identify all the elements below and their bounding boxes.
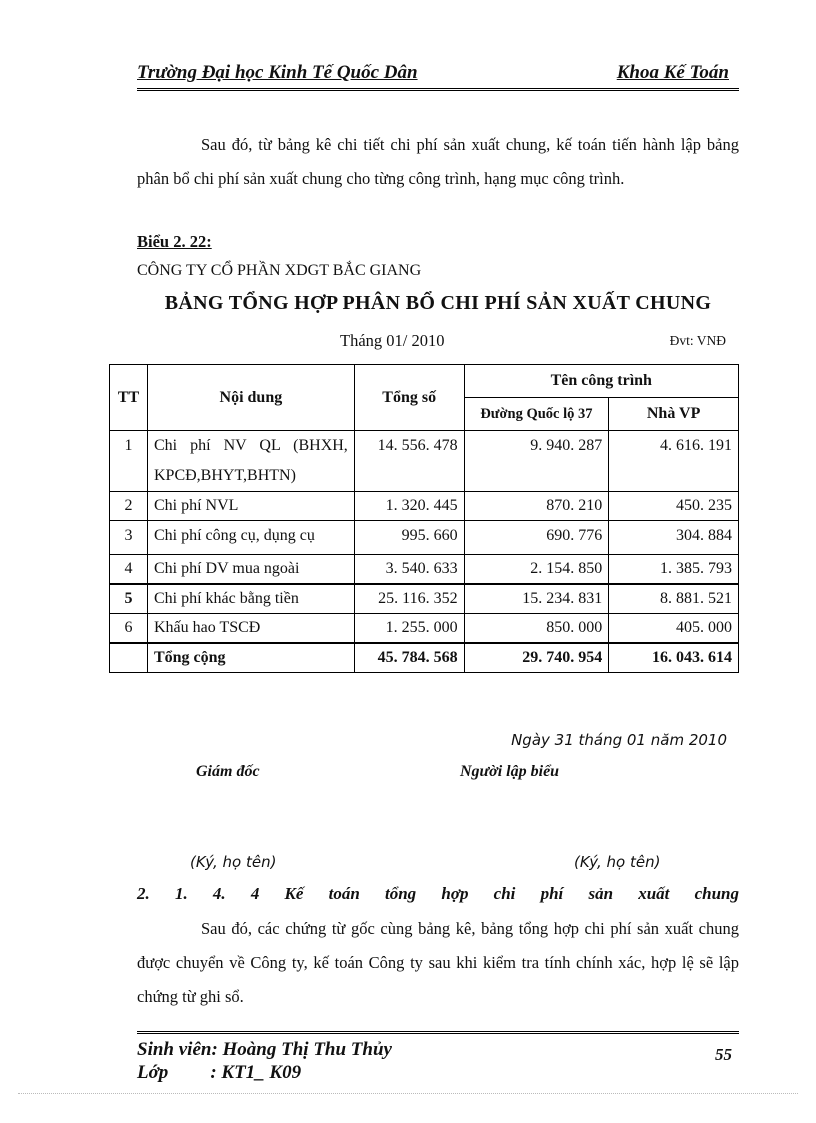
- student-name: Sinh viên: Hoàng Thị Thu Thủy: [137, 1039, 392, 1060]
- row-total: 3. 540. 633: [354, 555, 464, 585]
- footer-divider: [137, 1031, 739, 1034]
- row-content: Chi phí công cụ, dụng cụ: [147, 521, 354, 555]
- currency-unit: Đvt: VNĐ: [669, 333, 726, 348]
- class-value: : KT1_ K09: [210, 1062, 302, 1083]
- total-tt-empty: [110, 643, 148, 673]
- row-total: 14. 556. 478: [354, 431, 464, 492]
- table-row: [110, 521, 739, 555]
- total-project-office: 16. 043. 614: [609, 643, 739, 673]
- row-total: 1. 320. 445: [354, 492, 464, 521]
- row-project-office: 4. 616. 191: [609, 431, 739, 492]
- header-project-road: Đường Quốc lộ 37: [464, 398, 609, 431]
- director-title: Giám đốc: [196, 763, 260, 780]
- row-project-office: 450. 235: [609, 492, 739, 521]
- row-content: Chi phí NV QL (BHXH, KPCĐ,BHYT,BHTN): [147, 431, 354, 492]
- intro-paragraph: [137, 128, 739, 196]
- row-project-road: 15. 234. 831: [464, 584, 609, 614]
- section-heading: 2. 1. 4. 4 Kế toán tổng hợp chi phí sản xuất chung: [137, 884, 739, 903]
- school-name: Trường Đại học Kinh Tế Quốc Dân: [137, 62, 418, 83]
- page-edge-divider: [18, 1093, 798, 1094]
- closing-text: Sau đó, các chứng từ gốc cùng bảng kê, bảng tổng hợp chi phí sản xuất chung được chuyển về Công ty, kế toán Công ty sau khi kiểm tra tính chính xác, hợp lệ sẽ lập chứng từ ghi sổ.: [137, 919, 739, 1006]
- total-sum: 45. 784. 568: [354, 643, 464, 673]
- report-month: Tháng 01/ 2010: [340, 331, 445, 350]
- preparer-title: Người lập biểu: [460, 763, 560, 780]
- row-total: 995. 660: [354, 521, 464, 555]
- row-tt: 3: [110, 521, 148, 555]
- row-tt: 4: [110, 555, 148, 585]
- row-project-office: 8. 881. 521: [609, 584, 739, 614]
- page-header: [137, 62, 739, 91]
- faculty-name: Khoa Kế Toán: [616, 62, 729, 83]
- row-project-road: 9. 940. 287: [464, 431, 609, 492]
- row-tt: 1: [110, 431, 148, 492]
- header-content: Nội dung: [147, 365, 354, 431]
- row-total: 25. 116. 352: [354, 584, 464, 614]
- table-header-row: [110, 365, 739, 398]
- row-project-road: 690. 776: [464, 521, 609, 555]
- table-row: [110, 584, 739, 614]
- row-project-road: 850. 000: [464, 614, 609, 644]
- row-total: 1. 255. 000: [354, 614, 464, 644]
- company-name: CÔNG TY CỔ PHẦN XDGT BẮC GIANG: [137, 262, 422, 279]
- header-total: Tổng số: [354, 365, 464, 431]
- preparer-sign-hint: (Ký, họ tên): [574, 853, 661, 871]
- row-project-road: 870. 210: [464, 492, 609, 521]
- table-row: [110, 555, 739, 585]
- table-title: BẢNG TỔNG HỢP PHÂN BỔ CHI PHÍ SẢN XUẤT CHUNG: [164, 292, 712, 314]
- figure-label: Biểu 2. 22:: [137, 232, 212, 251]
- closing-paragraph: [137, 912, 739, 1014]
- row-content: Chi phí DV mua ngoài: [147, 555, 354, 585]
- table-row: [110, 614, 739, 644]
- row-content: Khấu hao TSCĐ: [147, 614, 354, 644]
- row-content: Chi phí khác bằng tiền: [147, 584, 354, 614]
- page-number: 55: [715, 1045, 732, 1064]
- class-line: [137, 1062, 301, 1084]
- table-total-row: [110, 643, 739, 673]
- row-project-road: 2. 154. 850: [464, 555, 609, 585]
- row-tt: 2: [110, 492, 148, 521]
- row-content: Chi phí NVL: [147, 492, 354, 521]
- row-project-office: 405. 000: [609, 614, 739, 644]
- row-project-office: 1. 385. 793: [609, 555, 739, 585]
- header-tt: TT: [110, 365, 148, 431]
- row-tt: 6: [110, 614, 148, 644]
- director-sign-hint: (Ký, họ tên): [190, 853, 277, 871]
- intro-text: Sau đó, từ bảng kê chi tiết chi phí sản xuất chung, kế toán tiến hành lập bảng phân bổ chi phí sản xuất chung cho từng công trình, hạng mục công trình.: [137, 135, 739, 188]
- total-label: Tổng cộng: [147, 643, 354, 673]
- header-project-office: Nhà VP: [609, 398, 739, 431]
- table-row: [110, 431, 739, 492]
- row-tt: 5: [110, 584, 148, 614]
- report-date: Ngày 31 tháng 01 năm 2010: [511, 731, 727, 749]
- class-label: Lớp: [137, 1062, 169, 1083]
- total-project-road: 29. 740. 954: [464, 643, 609, 673]
- cost-allocation-table: [109, 364, 739, 673]
- header-projects: Tên công trình: [464, 365, 738, 398]
- row-project-office: 304. 884: [609, 521, 739, 555]
- table-row: [110, 492, 739, 521]
